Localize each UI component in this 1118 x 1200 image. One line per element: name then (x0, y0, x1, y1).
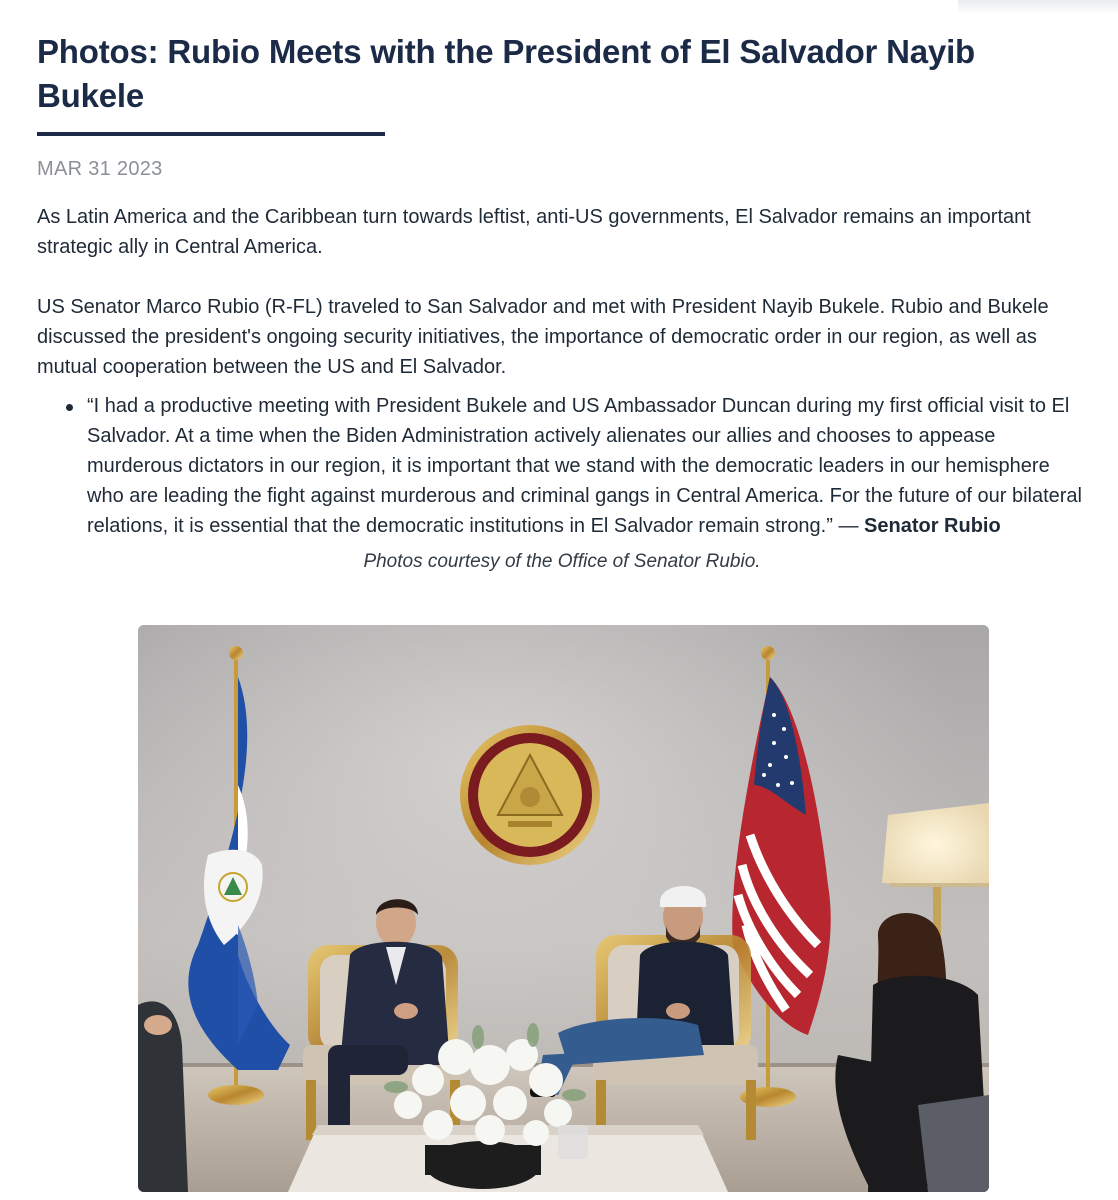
page-title: Photos: Rubio Meets with the President of El Salvador Nayib Bukele (37, 33, 975, 114)
top-edge-shadow (958, 0, 1118, 14)
photo-caption: Photos courtesy of the Office of Senator Rubio. (363, 551, 761, 572)
publish-date: MAR 31 2023 (37, 158, 163, 180)
article (37, 30, 1087, 575)
meeting-photo (138, 625, 989, 1192)
quote-author: Senator Rubio (864, 515, 1001, 537)
body-paragraph: US Senator Marco Rubio (R-FL) traveled to San Salvador and met with President Nayib Bukele. Rubio and Bukele discussed the president's ongoing security initiatives, the importance of democratic order in our region, as well as mutual cooperation between the US and El Salvador. (37, 296, 1049, 378)
intro-paragraph: As Latin America and the Caribbean turn towards leftist, anti-US governments, El Salvador remains an important strategic ally in Central America. (37, 206, 1031, 258)
title-underline (37, 132, 385, 136)
quote-text: “I had a productive meeting with President Bukele and US Ambassador Duncan during my first official visit to El Salvador. At a time when the Biden Administration actively alienates our allies and chooses to appease murderous dictators in our region, it is important that we stand with the democratic leaders in our hemisphere who are leading the fight against murderous and criminal gangs in Central America. For the future of our bilateral relations, it is essential that the democratic institutions in El Salvador remain strong.” — (87, 395, 1082, 537)
quote-list (37, 391, 1087, 541)
bullet-icon (66, 404, 73, 411)
presidential-seal (460, 725, 600, 865)
quote-item (37, 391, 1087, 541)
